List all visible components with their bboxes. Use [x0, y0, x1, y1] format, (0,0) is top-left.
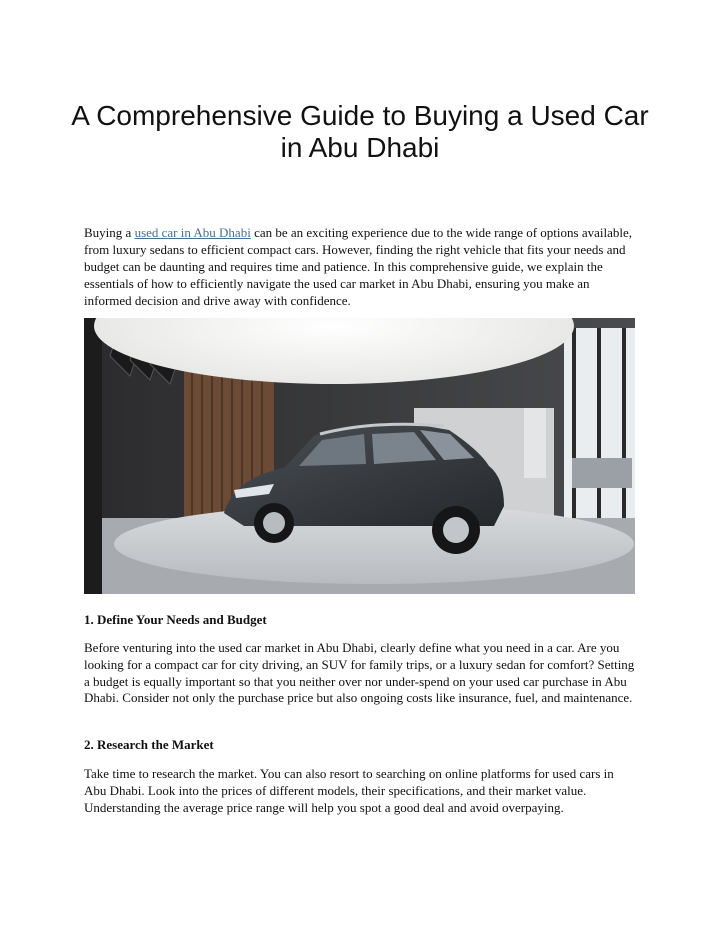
intro-suffix: can be an exciting experience due to the wide range of options available, from luxury sedans to efficient compact cars. However, finding the right vehicle that fits your needs and budget can be daunting and requires time and patience. In this comprehensive guide, we explain the essentials of how to efficiently navigate the used car market in Abu Dhabi, ensuring you make an informed decision and drive away with confidence. — [84, 225, 633, 308]
section-heading: 1. Define Your Needs and Budget — [84, 612, 267, 627]
section-body: Take time to research the market. You can also resort to searching on online platforms for used cars in Abu Dhabi. Look into the prices of different models, their specifications, and their market value. Understanding the average price range will help you spot a good deal and avoid overpaying. — [84, 766, 614, 815]
section-heading: 2. Research the Market — [84, 737, 214, 752]
used-car-link[interactable]: used car in Abu Dhabi — [134, 225, 251, 240]
intro-paragraph — [84, 224, 636, 309]
showroom-photo — [84, 318, 635, 594]
intro-prefix: Buying a — [84, 225, 135, 240]
page-title: A Comprehensive Guide to Buying a Used Car in Abu Dhabi — [71, 100, 649, 163]
section-body: Before venturing into the used car market in Abu Dhabi, clearly define what you need in a car. Are you looking for a compact car for city driving, an SUV for family trips, or a luxury sedan for comfort? Setting a budget is equally important so that you neither over nor under-spend on your used car purchase in Abu Dhabi. Consider not only the purchase price but also ongoing costs like insurance, fuel, and maintenance. — [84, 640, 635, 706]
